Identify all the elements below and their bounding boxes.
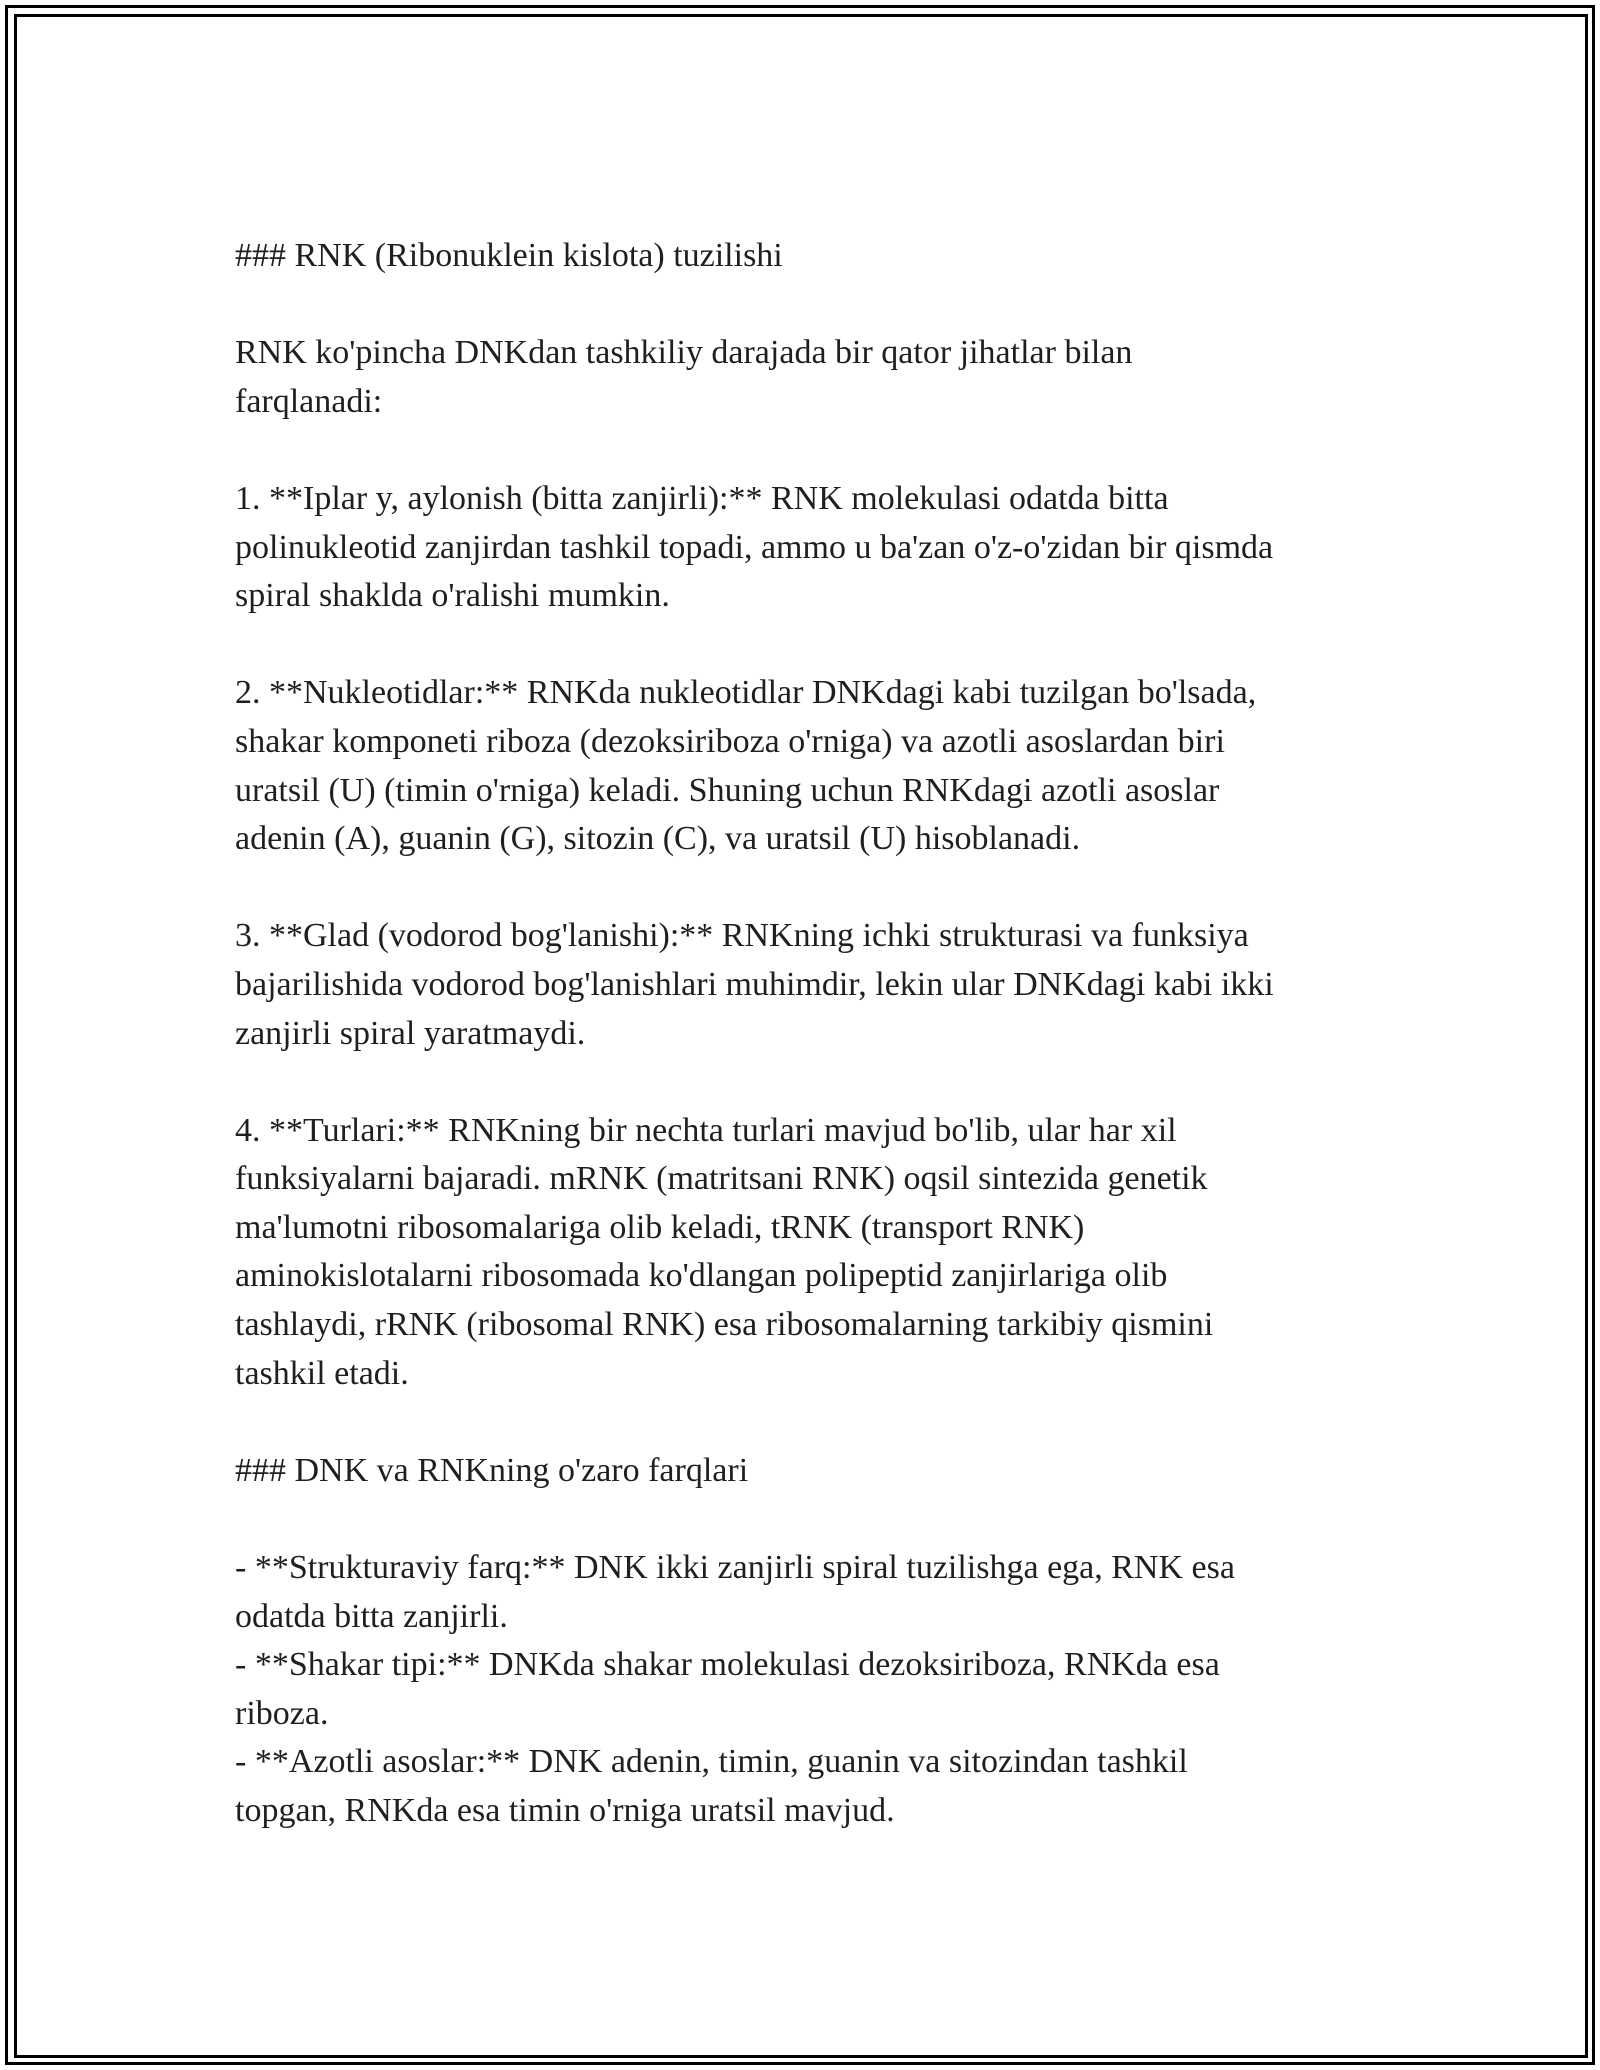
bullet-sugar-line: - **Shakar tipi:** DNKda shakar molekulasi dezoksiriboza, RNKda esa <box>235 1646 1220 1684</box>
list-item-3-line: bajarilishida vodorod bog'lanishlari muhimdir, lekin ular DNKdagi kabi ikki <box>235 965 1274 1003</box>
list-item-4-line: 4. **Turlari:** RNKning bir nechta turlari mavjud bo'lib, ular har xil <box>235 1111 1177 1149</box>
heading-dnk-rnk-differences: ### DNK va RNKning o'zaro farqlari <box>235 1451 749 1489</box>
bullet-structural-line: - **Strukturaviy farq:** DNK ikki zanjirli spiral tuzilishga ega, RNK esa <box>235 1549 1235 1587</box>
blank-line <box>235 1398 1385 1447</box>
list-item-2-line: shakar komponeti riboza (dezoksiriboza o'rniga) va azotli asoslardan biri <box>235 722 1225 760</box>
blank-line <box>235 1495 1385 1544</box>
blank-line <box>235 864 1385 913</box>
blank-line <box>235 426 1385 475</box>
bullet-bases-line: topgan, RNKda esa timin o'rniga uratsil mavjud. <box>235 1792 895 1829</box>
list-item-4-line: funksiyalarni bajaradi. mRNK (matritsani RNK) oqsil sintezida genetik <box>235 1160 1208 1198</box>
blank-line <box>235 1058 1385 1107</box>
list-item-1-line: polinukleotid zanjirdan tashkil topadi, ammo u ba'zan o'z-o'zidan bir qismda <box>235 528 1274 566</box>
heading-rnk-structure: ### RNK (Ribonuklein kislota) tuzilishi <box>235 237 783 274</box>
list-item-2-line: 2. **Nukleotidlar:** RNKda nukleotidlar DNKdagi kabi tuzilgan bo'lsada, <box>235 674 1257 712</box>
list-item-1-line: 1. **Iplar y, aylonish (bitta zanjirli):** RNK molekulasi odatda bitta <box>235 479 1169 517</box>
bullet-sugar-line: riboza. <box>235 1694 329 1732</box>
blank-line <box>235 281 1385 330</box>
list-item-2-line: adenin (A), guanin (G), sitozin (C), va uratsil (U) hisoblanadi. <box>235 820 1081 858</box>
document-body <box>235 232 1385 1836</box>
bullet-structural-line: odatda bitta zanjirli. <box>235 1597 508 1635</box>
list-item-3-line: 3. **Glad (vodorod bog'lanishi):** RNKning ichki strukturasi va funksiya <box>235 917 1249 955</box>
blank-line <box>235 621 1385 670</box>
intro-line: farqlanadi: <box>235 382 383 420</box>
bullet-bases-line: - **Azotli asoslar:** DNK adenin, timin, guanin va sitozindan tashkil <box>235 1743 1188 1781</box>
intro-line: RNK ko'pincha DNKdan tashkiliy darajada bir qator jihatlar bilan <box>235 334 1133 372</box>
list-item-1-line: spiral shaklda o'ralishi mumkin. <box>235 577 670 615</box>
list-item-4-line: ma'lumotni ribosomalariga olib keladi, tRNK (transport RNK) <box>235 1208 1085 1246</box>
list-item-4-line: aminokislotalarni ribosomada ko'dlangan polipeptid zanjirlariga olib <box>235 1257 1168 1295</box>
list-item-2-line: uratsil (U) (timin o'rniga) keladi. Shuning uchun RNKdagi azotli asoslar <box>235 771 1220 809</box>
list-item-3-line: zanjirli spiral yaratmaydi. <box>235 1014 586 1052</box>
list-item-4-line: tashlaydi, rRNK (ribosomal RNK) esa ribosomalarning tarkibiy qismini <box>235 1306 1214 1344</box>
list-item-4-line: tashkil etadi. <box>235 1354 409 1392</box>
